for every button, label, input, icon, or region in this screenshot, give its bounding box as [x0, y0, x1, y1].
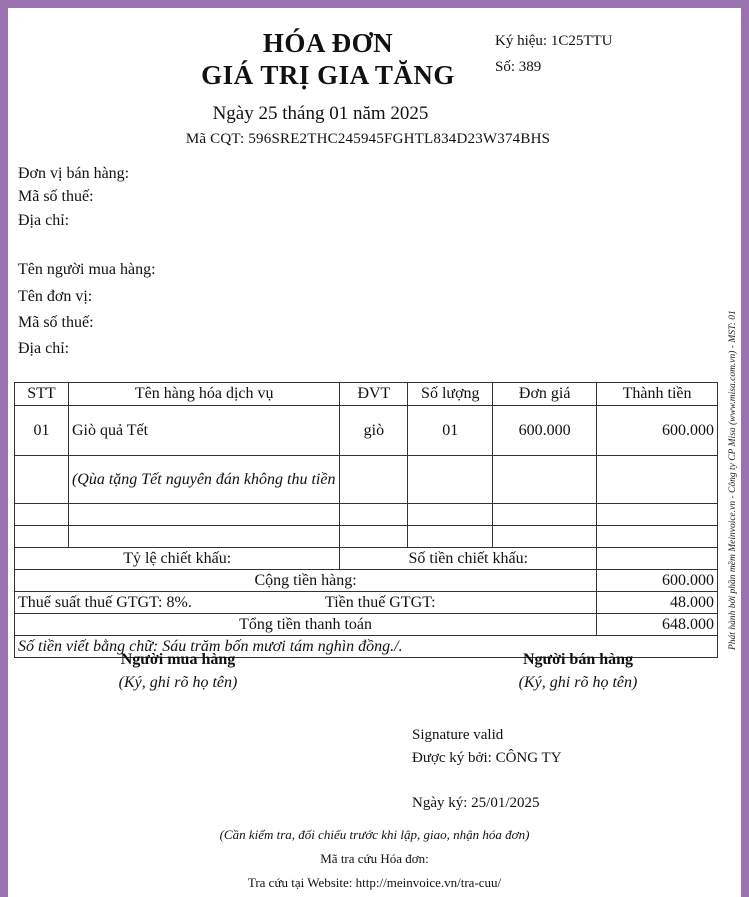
lookup-code-label: Mã tra cứu Hóa đơn: — [320, 851, 429, 866]
invoice-date: Ngày 25 tháng 01 năm 2025 — [212, 103, 429, 124]
invoice-symbol: Ký hiệu: 1C25TTU — [495, 33, 613, 49]
empty-cell — [340, 526, 408, 548]
total-value: 648.000 — [597, 614, 718, 636]
signed-by-text: Được ký bởi: CÔNG TY — [412, 750, 562, 766]
invoice-number: Số: 389 — [495, 59, 542, 75]
subtotal-row — [15, 570, 718, 592]
empty-cell — [68, 526, 339, 548]
col-header-stt: STT — [15, 383, 69, 406]
empty-cell — [493, 456, 597, 504]
discount-rate-label: Tỷ lệ chiết khấu: — [15, 548, 340, 570]
software-issuer-note: Phát hành bởi phần mềm Meinvoice.vn - Công ty CP Misa (www.misa.com.vn) - MST: 01 — [728, 310, 738, 650]
table-header-row — [15, 383, 718, 406]
discount-row — [15, 548, 718, 570]
seller-address-label: Địa chỉ: — [18, 212, 70, 229]
table-row — [15, 526, 718, 548]
lookup-website: Tra cứu tại Website: http://meinvoice.vn/tra-cuu/ — [247, 875, 502, 890]
empty-cell — [408, 504, 493, 526]
col-header-unit: ĐVT — [340, 383, 408, 406]
vat-amount-value: 48.000 — [597, 592, 718, 614]
signature-valid-text: Signature valid — [412, 727, 504, 743]
tax-authority-code: Mã CQT: 596SRE2THC245945FGHTL834D23W374BHS — [185, 131, 551, 147]
empty-cell — [597, 526, 718, 548]
total-row — [15, 614, 718, 636]
cell-name: Giò quả Tết — [68, 406, 339, 456]
col-header-name: Tên hàng hóa dịch vụ — [68, 383, 339, 406]
vat-rate: Thuế suất thuế GTGT: 8%. — [18, 593, 192, 611]
buyer-signature-hint: (Ký, ghi rõ họ tên) — [118, 674, 238, 691]
empty-cell — [340, 456, 408, 504]
buyer-tax-code-label: Mã số thuế: — [18, 314, 94, 331]
seller-signature-title: Người bán hàng — [522, 651, 634, 668]
discount-amount-label: Số tiền chiết khấu: — [340, 548, 597, 570]
amount-in-words: Số tiền viết bằng chữ: Sáu trăm bốn mươi tám nghìn đồng./. — [15, 636, 718, 658]
cell-unit: giò — [340, 406, 408, 456]
col-header-amount: Thành tiền — [597, 383, 718, 406]
vat-row — [15, 592, 718, 614]
check-note: (Cần kiểm tra, đối chiếu trước khi lập, giao, nhận hóa đơn) — [219, 827, 530, 842]
vat-amount-label: Tiền thuế GTGT: — [325, 593, 436, 611]
empty-cell — [493, 526, 597, 548]
total-label: Tổng tiền thanh toán — [15, 614, 597, 636]
discount-amount-value — [597, 548, 718, 570]
empty-cell — [15, 456, 69, 504]
table-row — [15, 504, 718, 526]
seller-tax-code-label: Mã số thuế: — [18, 188, 94, 205]
seller-unit-label: Đơn vị bán hàng: — [18, 165, 130, 182]
seller-signature-hint: (Ký, ghi rõ họ tên) — [518, 674, 638, 691]
col-header-price: Đơn giá — [493, 383, 597, 406]
buyer-unit-label: Tên đơn vị: — [18, 288, 93, 305]
cell-quantity: 01 — [408, 406, 493, 456]
empty-cell — [15, 504, 69, 526]
vat-cell — [15, 592, 597, 614]
empty-cell — [597, 456, 718, 504]
buyer-signature-title: Người mua hàng — [120, 651, 236, 668]
empty-cell — [68, 504, 339, 526]
invoice-title: HÓA ĐƠN — [262, 28, 394, 58]
empty-cell — [597, 504, 718, 526]
subtotal-label: Cộng tiền hàng: — [15, 570, 597, 592]
items-table — [14, 382, 718, 658]
cell-price: 600.000 — [493, 406, 597, 456]
cell-note: (Qùa tặng Tết nguyên đán không thu tiền — [68, 456, 339, 504]
empty-cell — [408, 456, 493, 504]
empty-cell — [340, 504, 408, 526]
table-row — [15, 456, 718, 504]
sign-date-text: Ngày ký: 25/01/2025 — [412, 795, 540, 811]
subtotal-value: 600.000 — [597, 570, 718, 592]
table-row — [15, 406, 718, 456]
invoice-subtitle: GIÁ TRỊ GIA TĂNG — [201, 60, 455, 90]
buyer-address-label: Địa chỉ: — [18, 340, 70, 357]
cell-stt: 01 — [15, 406, 69, 456]
buyer-name-label: Tên người mua hàng: — [18, 261, 156, 278]
empty-cell — [408, 526, 493, 548]
invoice-page — [8, 8, 741, 897]
cell-amount: 600.000 — [597, 406, 718, 456]
empty-cell — [493, 504, 597, 526]
empty-cell — [15, 526, 69, 548]
col-header-quantity: Số lượng — [408, 383, 493, 406]
